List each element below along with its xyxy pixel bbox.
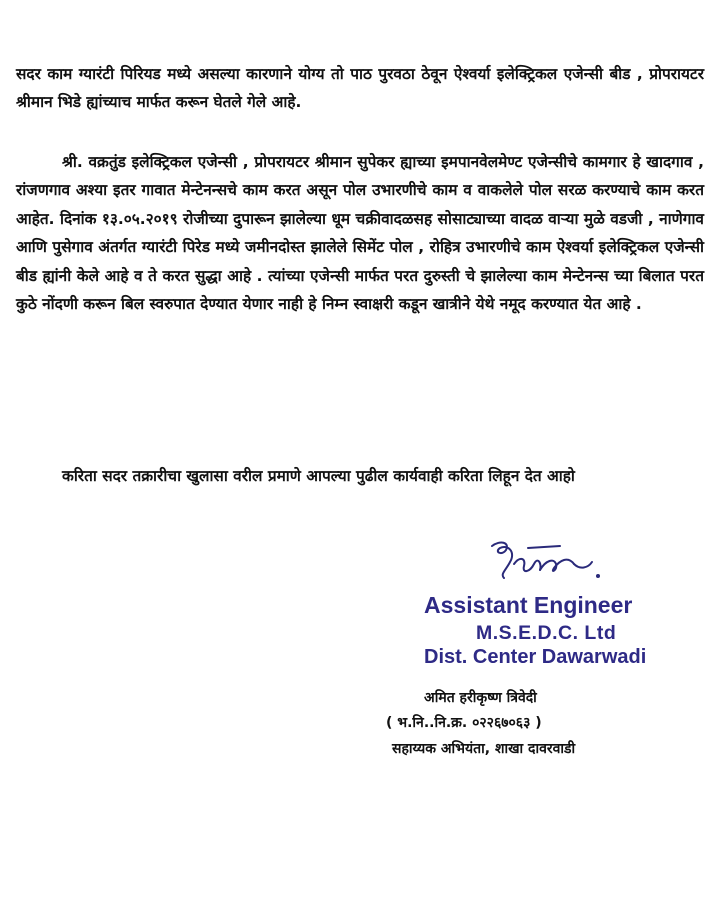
signatory-name: अमित हरीकृष्ण त्रिवेदी bbox=[424, 690, 537, 706]
stamp-title: Assistant Engineer bbox=[424, 592, 633, 618]
paragraph-2: श्री. वक्रतुंड इलेक्ट्रिकल एजेन्सी , प्रोपरायटर श्रीमान सुपेकर ह्याच्या इमपानवेलमेण्ट एजेन्सीचे कामगार हे खादगाव , रांजणगाव अश्या इतर गावात मेन्टेनन्सचे काम करत असून पोल उभारणीचे काम व वाकलेले पोल सरळ करण्याचे काम करत आहेत. दिनांक १३.०५.२०१९ रोजीच्या दुपारून झालेल्या धूम चक्रीवादळसह सोसाट्याच्या वादळ वाऱ्या मुळे वडजी , नाणेगाव आणि पुसेगाव अंतर्गत ग्यारंटी पिरेड मध्ये जमीनदोस्त झालेले सिमेंट पोल , रोहित्र उभारणीचे काम ऐश्वर्या इलेक्ट्रिकल एजेन्सी बीड ह्यांनी केले आहे व ते करत सुद्धा आहे . त्यांच्या एजेन्सी मार्फत परत दुरुस्ती चे झालेल्या काम मेन्टेनन्स च्या बिलात परत कुठे नोंदणी करून बिल स्वरुपात देण्यात येणार नाही हे निम्न स्वाक्षरी कडून खात्रीने येथे नमूद करण्यात येत आहे . bbox=[16, 153, 704, 314]
signatory-designation: सहाय्यक अभियंता, शाखा दावरवाडी bbox=[392, 741, 576, 757]
signatory-id: ( भ.नि..नि.क्र. ०२२६७०६३ ) bbox=[386, 715, 542, 731]
stamp-company: M.S.E.D.C. Ltd bbox=[476, 622, 617, 644]
handwritten-signature bbox=[470, 534, 610, 592]
paragraph-1: सदर काम ग्यारंटी पिरियड मध्ये असल्या कारणाने योग्य तो पाठ पुरवठा ठेवून ऐश्वर्या इलेक्ट्रिकल एजेन्सी बीड , प्रोपरायटर श्रीमान भिडे ह्यांच्याच मार्फत करून घेतले गेले आहे. bbox=[16, 65, 704, 112]
signature-stamp-block bbox=[400, 528, 700, 678]
paragraph-3: करिता सदर तक्रारीचा खुलासा वरील प्रमाणे आपल्या पुढील कार्यवाही करिता लिहून देत आहो bbox=[62, 467, 575, 485]
stamp-center: Dist. Center Dawarwadi bbox=[424, 646, 647, 668]
